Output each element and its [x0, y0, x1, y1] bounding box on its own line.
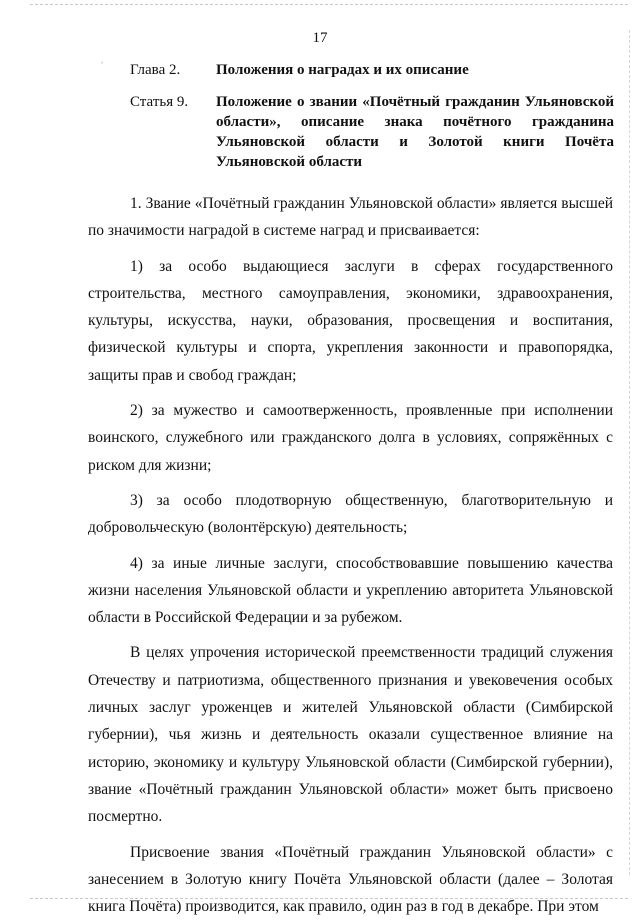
chapter-title: Положения о наградах и их описание: [216, 62, 469, 78]
scan-edge-top: [30, 4, 628, 5]
scan-edge-right: [629, 30, 630, 875]
list-item-3: 3) за особо плодотворную общественную, благотворительную и добровольческую (волонтёрскую) деятельность;: [88, 491, 613, 537]
list-item-2: 2) за мужество и самоотверженность, проявленные при исполнении воинского, служебного или гражданского долга в условиях, сопряжённых с риском для жизни;: [88, 402, 613, 474]
chapter-number: Глава 2.: [130, 62, 181, 78]
scan-speck: ˌ: [100, 50, 104, 64]
page-number: 17: [312, 30, 328, 46]
list-item-1: 1) за особо выдающиеся заслуги в сферах государственного строительства, местного самоуправления, экономики, здравоохранения, культуры, искусства, науки, образования, просвещения и воспитания, физической культуры и спорта, укрепления законности и правопорядка, защиты прав и свобод граждан;: [88, 257, 613, 384]
article-title: Положение о звании «Почётный гражданин Ульяновской области», описание знака почётного гражданина Ульяновской области и Золотой книги Почёта Ульяновской области: [216, 94, 614, 170]
paragraph-1: 1. Звание «Почётный гражданин Ульяновской области» является высшей по значимости наградой в системе наград и присваивается:: [88, 195, 613, 240]
article-number: Статья 9.: [130, 94, 189, 110]
article-body: [88, 190, 613, 920]
list-item-4: 4) за иные личные заслуги, способствовавшие повышению качества жизни населения Ульяновской области и укреплению авторитета Ульяновской области в Российской Федерации и за рубежом.: [88, 554, 613, 627]
paragraph-posthumous: В целях упрочения исторической преемственности традиций служения Отечеству и патриотизма, общественного признания и увековечения особых личных заслуг уроженцев и жителей Ульяновской области (Симбирской губернии), чья жизнь и деятельность оказали существенное влияние на историю, экономику и культуру Ульяновской области (Симбирской губернии), звание «Почётный гражданин Ульяновской области» может быть присвоено посмертно.: [88, 644, 613, 826]
paragraph-golden-book: Присвоение звания «Почётный гражданин Ульяновской области» с занесением в Золотую книгу Почёта Ульяновской области (далее – Золотая книга Почёта) производится, как правило, один раз в год в декабре. При этом: [88, 843, 613, 916]
